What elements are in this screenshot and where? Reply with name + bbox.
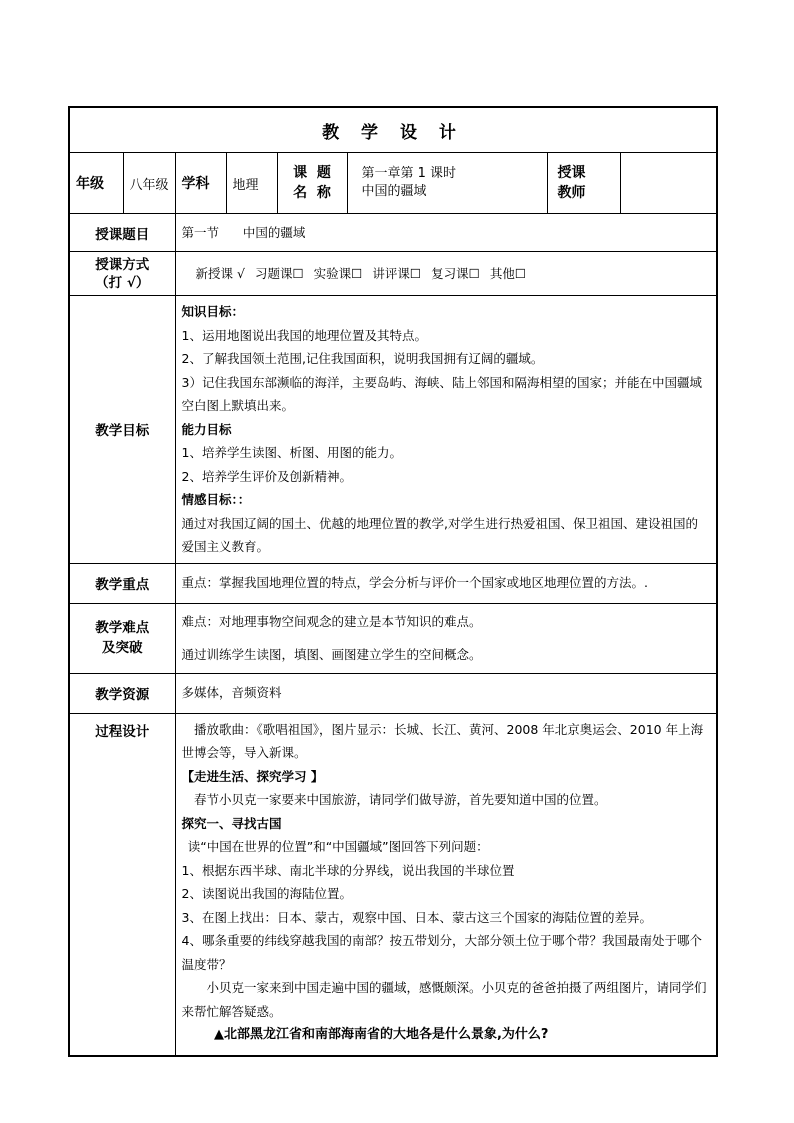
difficulty-content <box>175 603 717 673</box>
knowledge-goal-2: 2、了解我国领土范围,记住我国面积，说明我国拥有辽阔的疆域。 <box>181 351 544 366</box>
process-content <box>175 713 717 1056</box>
explore-title: 探究一、寻找古国 <box>181 815 282 831</box>
knowledge-goal-title: 知识目标： <box>181 304 245 319</box>
method-option-review-test: 讲评课☐ <box>372 265 422 281</box>
teacher-label-line1: 授课 <box>557 165 586 181</box>
method-option-exercise: 习题课☐ <box>254 265 304 281</box>
subject-value: 地理 <box>226 153 277 214</box>
lesson-plan-table <box>68 106 718 1057</box>
difficulty-line1: 难点：对地理事物空间观念的建立是本节知识的难点。 <box>181 613 482 629</box>
resources-label: 教学资源 <box>69 673 175 713</box>
course-name-label-line2: 名 称 <box>293 185 331 201</box>
question-3: 3、在图上找出：日本、蒙古，观察中国、日本、蒙古这三个国家的海陆位置的差异。 <box>181 909 652 925</box>
course-name-label <box>277 153 347 214</box>
goals-row <box>69 296 717 564</box>
process-section-1: 【走进生活、探究学习 】 <box>181 768 324 784</box>
course-name-label-line1: 课 题 <box>293 165 331 181</box>
key-points-value: 重点：掌握我国地理位置的特点，学会分析与评价一个国家或地区地理位置的方法。. <box>175 563 717 603</box>
knowledge-goal-1: 1、运用地图说出我国的地理位置及其特点。 <box>181 327 427 343</box>
course-name-line1: 第一章第 1 课时 <box>361 166 457 181</box>
resources-value: 多媒体，音频资料 <box>175 673 717 713</box>
topic-label: 授课题目 <box>69 214 175 252</box>
goals-content <box>175 296 717 564</box>
method-label-line1: 授课方式 <box>95 256 150 273</box>
method-options <box>175 252 717 296</box>
process-intro: 播放歌曲：《歌唱祖国》，图片显示：长城、长江、黄河、2008 年北京奥运会、2010 年上海世博会等，导入新课。 <box>181 721 704 760</box>
method-option-new: 新授课 √ <box>195 265 245 281</box>
method-option-revision: 复习课☐ <box>431 265 480 281</box>
process-story: 春节小贝克一家要来中国旅游，请同学们做导游，首先要知道中国的位置。 <box>194 792 607 807</box>
difficulty-label-line1: 教学难点 <box>95 620 150 636</box>
difficulty-line2: 通过训练学生读图，填图、画图建立学生的空间概念。 <box>181 647 482 662</box>
ability-goal-title: 能力目标 <box>181 421 232 437</box>
ability-goal-2: 2、培养学生评价及创新精神。 <box>181 468 352 484</box>
emotion-goal-text: 通过对我国辽阔的国土、优越的地理位置的教学,对学生进行热爱祖国、保卫祖国、建设祖国的爱国主义教育。 <box>181 515 698 554</box>
teacher-label-line2: 教师 <box>557 185 586 201</box>
key-points-label: 教学重点 <box>69 563 175 603</box>
process-paragraph: 小贝克一家来到中国走遍中国的疆域，感慨颇深。小贝克的爸爸拍摄了两组图片，请同学们来帮忙解答疑惑。 <box>181 980 707 1019</box>
method-label-line2: （打 √） <box>95 274 150 291</box>
method-row <box>69 252 717 296</box>
difficulty-label-line2: 及突破 <box>102 640 143 656</box>
goals-label: 教学目标 <box>69 296 175 564</box>
document-title: 教 学 设 计 <box>69 107 717 153</box>
key-points-row <box>69 563 717 603</box>
method-label <box>69 252 175 296</box>
question-4: 4、哪条重要的纬线穿越我国的南部？按五带划分，大部分领土位于哪个带？我国最南处于哪个温度带？ <box>181 933 702 972</box>
teacher-value <box>620 153 717 214</box>
method-option-other: 其他☐ <box>489 265 527 281</box>
course-name-line2: 中国的疆域 <box>361 184 427 199</box>
subject-label: 学科 <box>175 153 226 214</box>
difficulty-label <box>69 603 175 673</box>
explore-read: 读“中国在世界的位置”和“中国疆域”图回答下列问题： <box>187 839 489 854</box>
difficulty-row <box>69 603 717 673</box>
grade-label: 年级 <box>69 153 123 214</box>
question-1: 1、根据东西半球、南北半球的分界线，说出我国的半球位置 <box>181 862 515 878</box>
lesson-plan-page <box>68 106 716 1057</box>
header-row <box>69 153 717 214</box>
emotion-goal-title: 情感目标：： <box>181 492 251 507</box>
topic-row <box>69 214 717 252</box>
course-name-value <box>347 153 547 214</box>
ability-goal-1: 1、培养学生读图、析图、用图的能力。 <box>181 445 402 460</box>
knowledge-goal-3: 3）记住我国东部濒临的海洋，主要岛屿、海峡、陆上邻国和隔海相望的国家；并能在中国疆域空白图上默填出来。 <box>181 374 702 413</box>
resources-row <box>69 673 717 713</box>
topic-value: 第一节 中国的疆域 <box>175 214 717 252</box>
process-label: 过程设计 <box>69 713 175 1056</box>
method-option-experiment: 实验课☐ <box>313 265 363 281</box>
process-row <box>69 713 717 1056</box>
process-question: ▲北部黑龙江省和南部海南省的大地各是什么景象,为什么? <box>214 1027 549 1042</box>
question-2: 2、读图说出我国的海陆位置。 <box>181 886 352 901</box>
teacher-label <box>547 153 620 214</box>
grade-value: 八年级 <box>123 153 175 214</box>
